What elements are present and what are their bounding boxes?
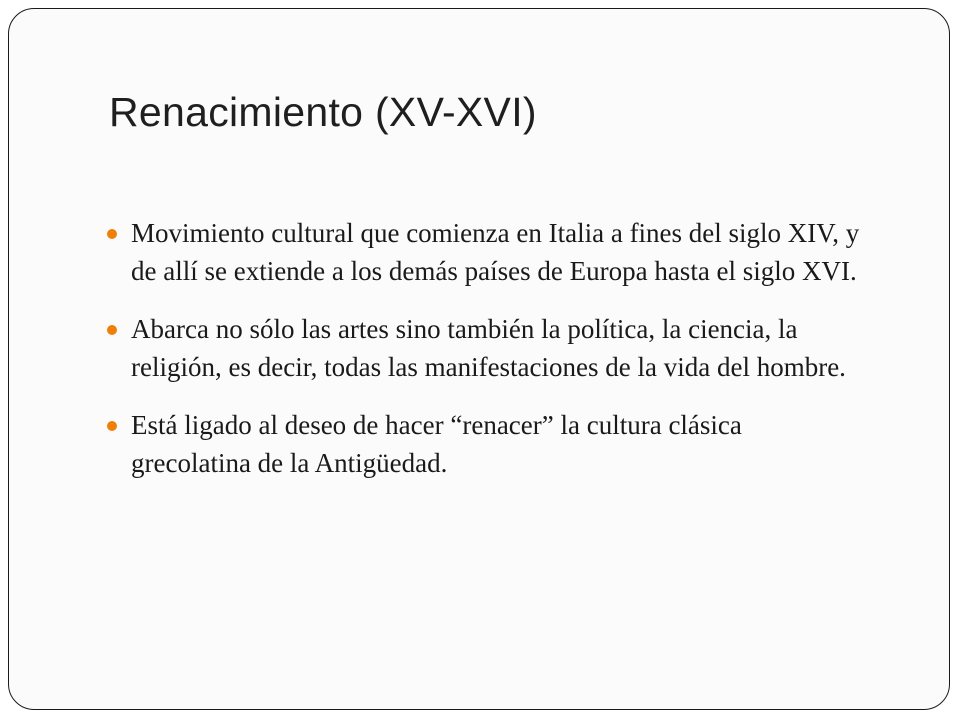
- slide-title: Renacimiento (XV-XVI): [109, 89, 537, 135]
- bullet-list: [107, 214, 867, 502]
- bullet-text: Está ligado al deseo de hacer “renacer” la cultura clásica grecolatina de la Antigüedad.: [131, 410, 742, 478]
- bullet-item: [107, 406, 867, 482]
- slide: [8, 8, 950, 710]
- bullet-item: [107, 310, 867, 386]
- bullet-text: Abarca no sólo las artes sino también la política, la ciencia, la religión, es decir, todas las manifestaciones de la vida del hombre.: [131, 314, 846, 382]
- circle-bullet-icon: [107, 421, 117, 431]
- circle-bullet-icon: [107, 325, 117, 335]
- bullet-item: [107, 214, 867, 290]
- circle-bullet-icon: [107, 229, 117, 239]
- bullet-text: Movimiento cultural que comienza en Italia a fines del siglo XIV, y de allí se extiende a los demás países de Europa hasta el siglo XVI.: [131, 218, 860, 286]
